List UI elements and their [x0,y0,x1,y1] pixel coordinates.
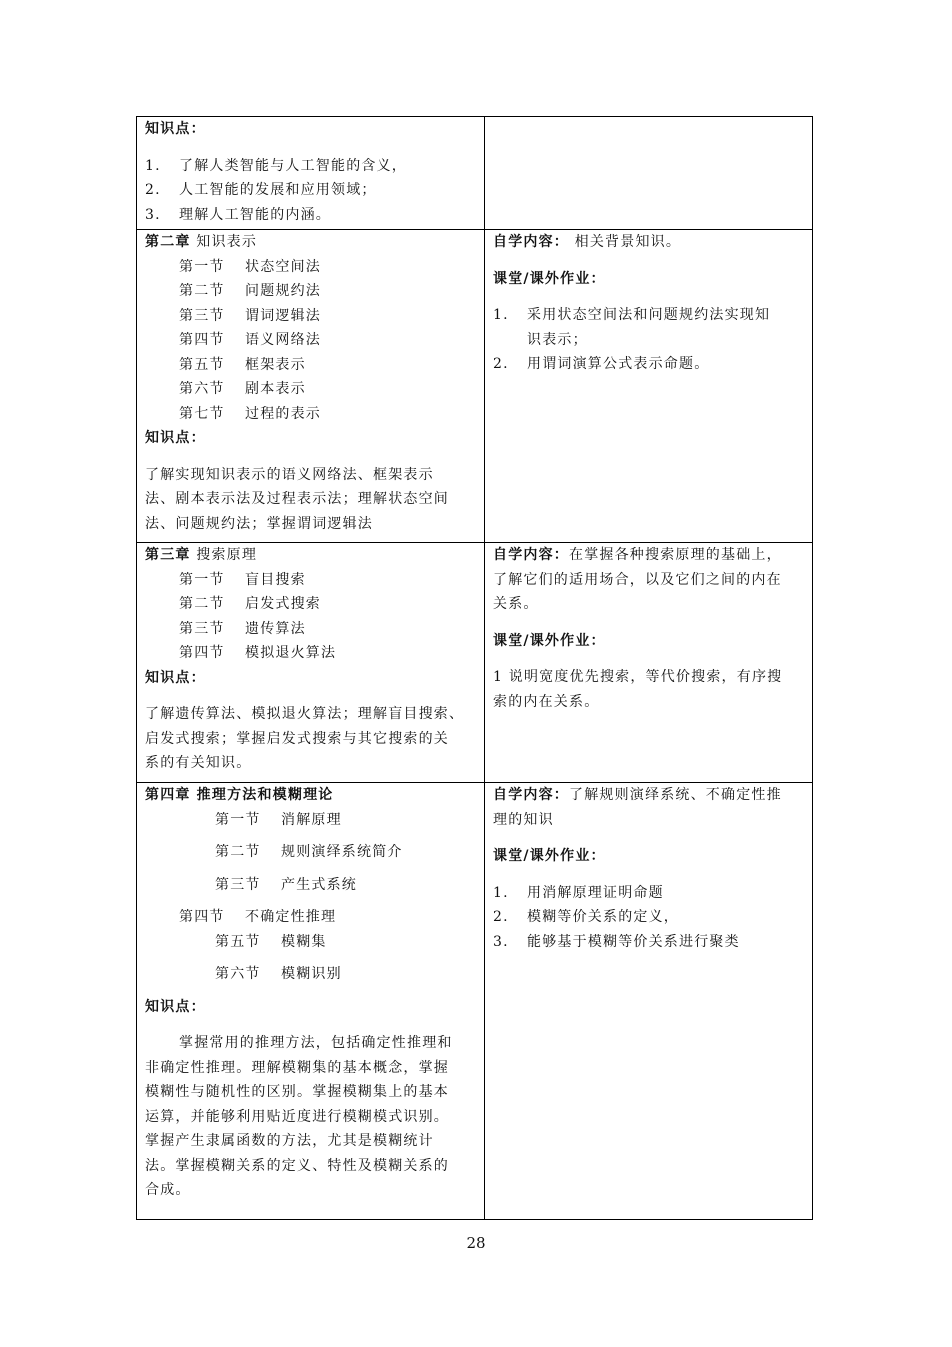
knowledge-points-label: 知识点： [145,669,206,686]
self-study: 自学内容：了解规则演绎系统、不确定性推 [493,787,782,803]
knowledge-points-text: 法。掌握模糊关系的定义、特性及模糊关系的 [145,1157,449,1174]
section-item: 第二节 问题规约法 [179,283,321,299]
row1-left-cell [137,117,485,230]
chapter3-study-cell [485,543,813,783]
knowledge-points-text: 了解实现知识表示的语义网络法、框架表示 [145,466,434,483]
table-row [137,783,813,1220]
list-item: 1. 了解人类智能与人工智能的含义， [145,157,407,174]
knowledge-points-label: 知识点： [145,998,206,1015]
homework-label: 课堂/课外作业： [493,848,606,864]
section-item: 第一节 消解原理 [215,811,342,828]
knowledge-points-text: 合成。 [145,1182,191,1198]
list-item: 1. 用消解原理证明命题 [493,884,664,901]
section-item: 第六节 剧本表示 [179,381,306,397]
table-row [137,543,813,783]
chapter-heading: 第三章 搜索原理 [145,547,258,563]
knowledge-points-text: 非确定性推理。理解模糊集的基本概念，掌握 [145,1059,449,1076]
knowledge-points-text: 掌握常用的推理方法，包括确定性推理和 [179,1035,453,1051]
homework-text: 索的内在关系。 [493,693,600,710]
self-study-text: 关系。 [493,596,539,612]
self-study-text: 理的知识 [493,811,554,828]
list-item: 2. 模糊等价关系的定义， [493,909,679,925]
homework-label: 课堂/课外作业： [493,270,606,287]
knowledge-points-text: 系的有关知识。 [145,755,252,771]
chapter-heading: 第四章 推理方法和模糊理论 [145,787,334,803]
knowledge-points-text: 启发式搜索；掌握启发式搜索与其它搜索的关 [145,730,449,747]
section-item: 第二节 启发式搜索 [179,596,321,612]
page-number: 28 [466,1234,486,1252]
section-item: 第一节 状态空间法 [179,258,321,275]
self-study: 自学内容： 相关背景知识。 [493,234,682,250]
list-item: 1. 采用状态空间法和问题规约法实现知 识表示； [493,307,771,348]
knowledge-points-label: 知识点： [145,121,206,137]
chapter4-cell [137,783,485,1220]
self-study: 自学内容：在掌握各种搜索原理的基础上， [493,547,782,563]
section-item: 第三节 产生式系统 [215,876,357,893]
chapter3-cell [137,543,485,783]
list-item: 2. 用谓词演算公式表示命题。 [493,356,710,372]
section-item: 第三节 谓词逻辑法 [179,307,321,324]
self-study-text: 了解它们的适用场合，以及它们之间的内在 [493,571,782,588]
section-item: 第四节 语义网络法 [179,332,321,348]
table-row [137,117,813,230]
homework-label: 课堂/课外作业： [493,632,606,649]
section-item: 第四节 不确定性推理 [179,909,337,925]
knowledge-points-text: 运算，并能够利用贴近度进行模糊模式识别。 [145,1108,449,1125]
knowledge-points-text: 掌握产生隶属函数的方法，尤其是模糊统计 [145,1133,434,1149]
section-item: 第五节 框架表示 [179,356,306,373]
list-item: 2. 人工智能的发展和应用领域； [145,182,377,198]
section-item: 第五节 模糊集 [215,933,327,950]
row1-right-cell [485,117,813,230]
chapter2-cell [137,230,485,543]
section-item: 第四节 模拟退火算法 [179,645,337,661]
chapter-heading: 第二章 知识表示 [145,234,258,250]
knowledge-points-text: 模糊性与随机性的区别。掌握模糊集上的基本 [145,1084,449,1100]
chapter2-study-cell [485,230,813,543]
list-item: 3. 能够基于模糊等价关系进行聚类 [493,933,740,950]
table-row [137,230,813,543]
knowledge-points-text: 法、问题规约法；掌握谓词逻辑法 [145,515,373,532]
knowledge-points-label: 知识点： [145,430,206,446]
knowledge-points-text: 了解遗传算法、模拟退火算法；理解盲目搜索、 [145,706,465,722]
chapter4-study-cell [485,783,813,1220]
syllabus-table [136,116,813,1220]
section-item: 第三节 遗传算法 [179,620,306,637]
section-item: 第一节 盲目搜索 [179,571,306,588]
homework-text: 1 说明宽度优先搜索，等代价搜索，有序搜 [493,669,783,685]
section-item: 第二节 规则演绎系统简介 [215,844,403,860]
section-item: 第七节 过程的表示 [179,405,321,422]
section-item: 第六节 模糊识别 [215,966,342,982]
knowledge-points-text: 法、剧本表示法及过程表示法；理解状态空间 [145,491,449,507]
list-item: 3. 理解人工智能的内涵。 [145,206,331,223]
